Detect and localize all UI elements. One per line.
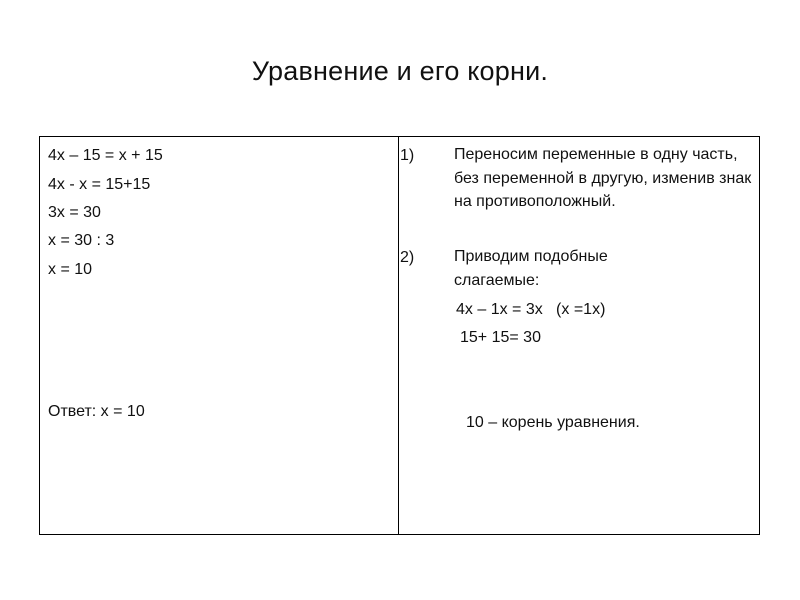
equation-step-2: 4х - х = 15+15 [48, 176, 151, 193]
explanation-number-2: 2) [400, 249, 415, 266]
similar-terms-line: 4х – 1х = 3х (х =1х) [456, 301, 606, 318]
equation-step-1: 4х – 15 = х + 15 [48, 147, 163, 164]
slide-title: Уравнение и его корни. [251, 56, 549, 86]
root-conclusion-line: 10 – корень уравнения. [466, 414, 640, 431]
explanation-number-1: 1) [400, 147, 415, 164]
equation-step-4: х = 30 : 3 [48, 232, 115, 249]
explanation-text-1: Переносим переменные в одну часть, без переменной в другую, изменив знак на противоположный. [454, 146, 752, 210]
numbers-sum-line: 15+ 15= 30 [460, 329, 541, 346]
equation-step-5: х = 10 [48, 261, 93, 278]
answer-line: Ответ: х = 10 [48, 403, 145, 420]
explanation-text-2: Приводим подобные слагаемые: [454, 248, 608, 289]
equation-step-3: 3х = 30 [48, 204, 101, 221]
table-column-divider [398, 136, 399, 535]
